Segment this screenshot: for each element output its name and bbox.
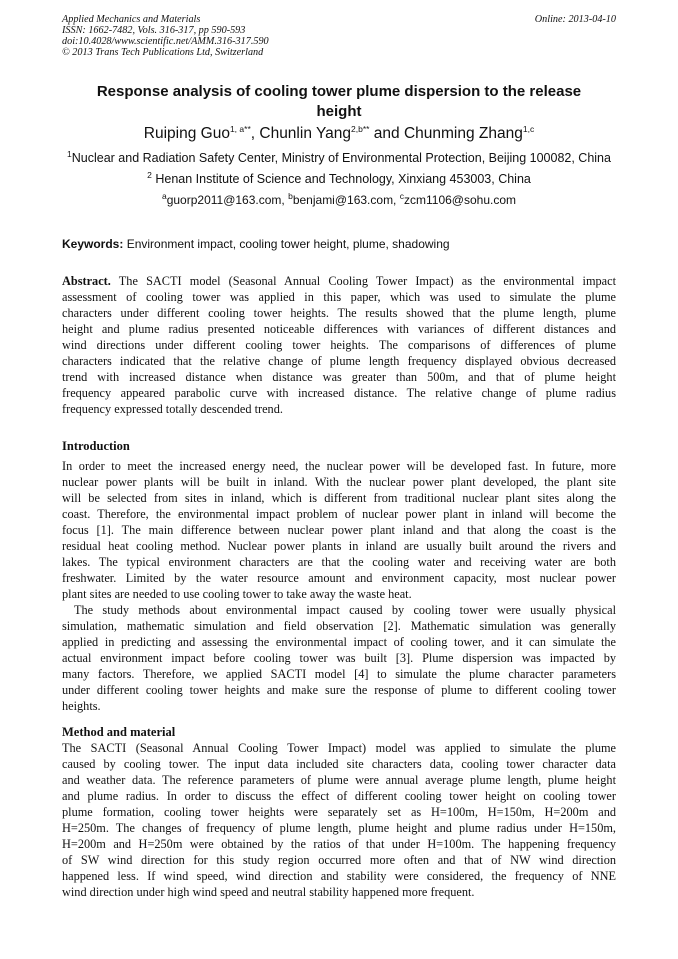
paragraph-line: simulation, mathematic simulation and field observation [2]. Mathematic simulation was generally	[62, 619, 616, 633]
paragraph-line: In order to meet the increased energy need, the nuclear power will be developed fast. In future, more	[62, 459, 616, 473]
paragraph-line: and weather data. The reference parameters of plume were annual average plume length, plume height	[62, 773, 616, 787]
abstract-line: characters indicated that the relative change of plume length frequency displayed obvious decreased	[62, 354, 616, 368]
affiliation-2-sup: 2	[147, 169, 152, 180]
abstract-line: characters under different cooling tower heights. The results showed that the plume length, plume	[62, 306, 616, 320]
keywords	[62, 236, 616, 252]
author-3: Chunming Zhang	[403, 125, 523, 142]
paragraph-line: happened less. If wind speed, wind direction and stability were considered, the frequency of NNE	[62, 869, 616, 883]
email-3-sup: c	[399, 191, 404, 201]
title-line-1: Response analysis of cooling tower plume dispersion to the release	[96, 83, 582, 100]
paragraph-line: under different cooling tower heights and make sure the response of plume to different cooling tower	[62, 683, 616, 697]
issn-line: ISSN: 1662-7482, Vols. 316-317, pp 590-593	[62, 25, 246, 36]
author-1: Ruiping Guo	[143, 125, 230, 142]
abstract	[62, 273, 616, 417]
author-1-sup: 1, a**	[229, 123, 251, 134]
paragraph-line: will be selected from sites in inland, which is different from traditional nuclear plant sites along the	[62, 491, 616, 505]
title-line-2: height	[316, 103, 362, 120]
abstract-line: trend with increased distance when distance was greater than 500m, and that of plume height	[62, 370, 616, 384]
journal-header	[62, 14, 616, 58]
paragraph-line: applied in predicting and assessing the environmental impact of cooling tower, and it can simulate the	[62, 635, 616, 649]
abstract-line-text: The SACTI model (Seasonal Annual Cooling Tower Impact) as the environmental impact	[118, 274, 616, 288]
paragraph-line: H=250m. The changes of frequency of plume length, plume height and plume radius under H=150m,	[62, 821, 616, 835]
author-2: Chunlin Yang	[259, 125, 352, 142]
doi-line: doi:10.4028/www.scientific.net/AMM.316-317.590	[62, 36, 269, 47]
paragraph-line: freshwater. Limited by the water resource amount and environment capacity, most nuclear power	[62, 571, 616, 585]
paragraph-line: plume formation, cooling tower heights were separately set as H=100m, H=150m, H=200m and	[62, 805, 616, 819]
affiliation-1-sup: 1	[67, 148, 72, 159]
paragraph-line: H=200m and H=250m were obtained by the ratios of that under H=100m. The happening frequency	[62, 837, 616, 851]
paragraph-line: nuclear power plants will be built in inland. With the nuclear power plant developed, the plant site	[62, 475, 616, 489]
affiliation-2-text: Henan Institute of Science and Technology, Xinxiang 453003, China	[155, 172, 531, 186]
email-1-sup: a	[161, 191, 167, 201]
copyright-line: © 2013 Trans Tech Publications Ltd, Switzerland	[62, 47, 264, 58]
paragraph-line: focus [1]. The main difference between nuclear power plant inland and that along the coast is the	[62, 523, 616, 537]
method-heading: Method and material	[62, 725, 176, 739]
abstract-line: assessment of cooling tower was applied in this paper, which was used to simulate the plume	[62, 290, 616, 304]
introduction-heading: Introduction	[62, 439, 130, 453]
abstract-line: height and plume radius presented noticeable differences with variances of different distances and	[62, 322, 616, 336]
affiliation-1	[40, 150, 638, 166]
affiliation-1-text: Nuclear and Radiation Safety Center, Ministry of Environmental Protection, Beijing 100082, China	[71, 151, 611, 165]
abstract-line	[62, 273, 616, 289]
paragraph-line: The study methods about environmental impact caused by cooling tower were usually physical	[74, 603, 616, 617]
paragraph-line: lakes. The typical environment characters are that the cooling water and receiving water are both	[62, 555, 616, 569]
paragraph-line: heights.	[62, 699, 101, 713]
method-body	[62, 740, 616, 900]
paragraph-line: actual environment impact before cooling tower was built [3]. Plume dispersion was impacted by	[62, 651, 616, 665]
abstract-line: wind directions under different cooling tower heights. The comparisons of differences of plume	[62, 338, 616, 352]
journal-name: Applied Mechanics and Materials	[62, 14, 201, 25]
keywords-label: Keywords:	[62, 237, 124, 251]
paragraph-line: caused by cooling tower. The input data included site characters data, cooling tower character data	[62, 757, 616, 771]
online-date: Online: 2013-04-10	[534, 14, 616, 25]
paragraph-line: of SW wind direction for this study region occurred more often and that of NW wind direction	[62, 853, 616, 867]
affiliation-2	[40, 171, 638, 187]
author-joiner: and	[373, 125, 400, 142]
paragraph-line: residual heat cooling method. Nuclear power plants in inland are usually built around the rivers and	[62, 539, 616, 553]
author-list: Ruiping Guo$^{1, a**}$, Chunlin Yang$^{2,b**}$ and Chunming Zhang$^{1,c}$	[143, 123, 535, 142]
paper-title	[62, 82, 616, 122]
paragraph-line: wind direction under high wind speed and neutral stability happened more frequent.	[62, 885, 475, 899]
paragraph-line: many factors. Therefore, we applied SACTI model [4] to simulate the plume character parameters	[62, 667, 616, 681]
abstract-line: frequency appeared parabolic curve with increased distance. The relative change of plume radius	[62, 386, 616, 400]
abstract-label: Abstract.	[62, 274, 111, 288]
email-2[interactable]: benjami@163.com,	[292, 193, 397, 207]
paragraph-line: and plume radius. In order to discuss the effect of different cooling tower height on cooling tower	[62, 789, 616, 803]
paragraph-line: plant sites are needed to use cooling tower to take away the waste heat.	[62, 587, 412, 601]
paragraph-line: The SACTI (Seasonal Annual Cooling Tower Impact) model was applied to simulate the plume	[62, 741, 616, 755]
abstract-line: frequency expressed totally descended trend.	[62, 402, 283, 416]
email-1[interactable]: guorp2011@163.com,	[166, 193, 285, 207]
keywords-text: Environment impact, cooling tower height, plume, shadowing	[126, 237, 450, 251]
email-2-sup: b	[288, 191, 293, 201]
email-line	[40, 192, 638, 208]
author-3-sup: 1,c	[522, 123, 535, 134]
introduction-body	[62, 458, 616, 714]
paragraph-line: coast. Therefore, the environmental impact problem of nuclear power plant in inland will become the	[62, 507, 616, 521]
email-3[interactable]: zcm1106@sohu.com	[404, 193, 517, 207]
author-2-sup: 2,b**	[351, 123, 370, 134]
